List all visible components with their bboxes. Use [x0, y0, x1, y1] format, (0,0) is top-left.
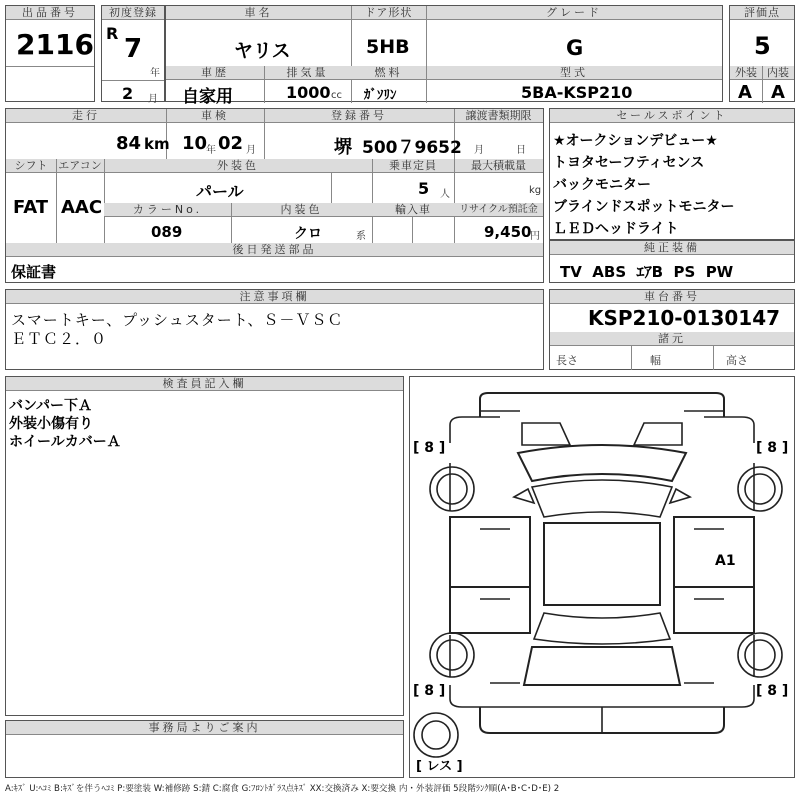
car-name: ヤリス	[234, 40, 291, 62]
capacity: 5	[418, 179, 430, 198]
insp-month: 02	[218, 133, 244, 154]
transfer-label: 譲渡書類期限	[454, 109, 543, 123]
history-label: 車歴	[166, 66, 264, 80]
specs-label: 諸元	[550, 332, 794, 346]
era: R	[106, 24, 119, 43]
recycle-label: リサイクル預託金	[454, 203, 543, 217]
wheel-rear-right	[738, 633, 782, 677]
capacity-label: 乗車定員	[372, 159, 454, 173]
mileage: 84	[116, 133, 142, 154]
lot-box	[5, 5, 95, 102]
reg-number: 500７9652	[362, 138, 462, 158]
first-reg-label: 初度登録	[102, 6, 164, 20]
sales-point-item: ＬＥＤヘッドライト	[553, 221, 679, 237]
spare-tire	[414, 713, 458, 757]
int-color-label: 内装色	[231, 203, 372, 217]
grade-label: グレード	[426, 6, 722, 20]
fuel: ｶﾞｿﾘﾝ	[364, 88, 397, 103]
import-label: 輸入車	[372, 203, 454, 217]
chassis-box: 車台番号 KSP210-0130147 諸元 長さ 幅 高さ	[549, 289, 795, 370]
wheel-rear-left	[430, 633, 474, 677]
wheel-front-right	[738, 467, 782, 511]
score: 5	[754, 32, 771, 60]
car-name-label: 車名	[166, 6, 351, 20]
ext-color: パール	[196, 182, 244, 201]
displacement: 1000	[286, 83, 331, 102]
equipment-box	[549, 240, 795, 283]
inspector-box	[5, 376, 404, 716]
exterior-label: 外装	[730, 66, 762, 80]
damage-mark: A1	[715, 553, 736, 569]
car-diagram-box	[409, 376, 795, 778]
legend: A:ｷｽﾞ U:ﾍｺﾐ B:ｷｽﾞを伴うﾍｺﾐ P:要塗装 W:補修跡 S:錆 C:腐食 G:ﾌﾛﾝﾄｶﾞﾗｽ点ｷｽﾞ XX:交換済み X:要交換 内・外装評価 5段階ﾗﾝｸ順(A･B･C･D･E) 2	[5, 784, 560, 794]
interior-grade: A	[771, 82, 785, 103]
inspector-note: ホイールカバーＡ	[9, 434, 121, 450]
first-reg-year: 7	[124, 34, 143, 64]
color-no-label: カラーNo.	[104, 203, 231, 217]
doors-label: ドア形状	[351, 6, 426, 20]
score-box	[729, 5, 795, 102]
lot-number: 2116	[16, 28, 94, 61]
notes-label: 注意事項欄	[6, 290, 543, 304]
notes-line: スマートキー、プッシュスタート、Ｓ－ＶＳＣ	[11, 311, 344, 329]
chassis-number: KSP210-0130147	[588, 306, 781, 330]
tire-rear-right: [ 8 ]	[756, 683, 789, 699]
recycle-fee: 9,450	[484, 223, 532, 241]
score-label: 評価点	[730, 6, 794, 20]
shift-label: シフト	[6, 159, 56, 173]
mileage-label: 走行	[6, 109, 166, 123]
insp-year: 10	[182, 133, 208, 154]
ac-label: エアコン	[56, 159, 104, 173]
ext-color-label: 外装色	[104, 159, 372, 173]
car-diagram	[410, 377, 794, 777]
first-reg-box: 初度登録 R 7 年 2 月	[101, 5, 165, 102]
chassis-label: 車台番号	[550, 290, 794, 304]
office-label: 事務局よりご案内	[6, 721, 403, 735]
doors: 5HB	[366, 36, 410, 58]
fuel-label: 燃料	[351, 66, 426, 80]
equipment-items: TV ABS ｴｱB PS PW	[560, 263, 734, 281]
notes-box	[5, 289, 544, 370]
vehicle-details-box: 走行 車検 登録番号 譲渡書類期限 84 km 10 年 02 月 堺 500７9652 月 日 シフト エアコン 外装色 乗車定員 最大積載量 FAT AAC パール 5 人 kg カラーNo. 内装色 輸入車 リサイクル預託金 089 クロ 系 9,450 円 後日発送部品 保証書	[5, 108, 544, 283]
sales-point-item: ブラインドスポットモニター	[553, 199, 735, 215]
sales-point-item: バックモニター	[553, 177, 651, 193]
car-info-box: 車名 ドア形状 グレード ヤリス 5HB G 車歴 排気量 燃料 型式 自家用 1000 cc ｶﾞｿﾘﾝ 5BA-KSP210	[165, 5, 723, 102]
exterior-grade: A	[738, 82, 752, 103]
later-parts: 保証書	[11, 263, 57, 281]
office-box	[5, 720, 404, 778]
inspector-note: バンパー下Ａ	[9, 398, 93, 414]
tire-front-right: [ 8 ]	[756, 440, 789, 456]
spare-tire-label: [ レス ]	[416, 759, 463, 774]
reg-area: 堺	[334, 137, 352, 158]
later-parts-label: 後日発送部品	[6, 243, 543, 257]
inspector-label: 検査員記入欄	[6, 377, 403, 391]
grade: G	[566, 36, 584, 60]
int-color: クロ	[294, 226, 322, 242]
sales-points-box	[549, 108, 795, 240]
lot-label: 出品番号	[6, 6, 94, 20]
model-label: 型式	[426, 66, 722, 80]
sales-point-item: トヨタセーフティセンス	[553, 155, 705, 171]
displacement-label: 排気量	[264, 66, 351, 80]
first-reg-month: 2	[122, 84, 134, 103]
tire-rear-left: [ 8 ]	[413, 683, 446, 699]
max-load-label: 最大積載量	[454, 159, 543, 173]
history: 自家用	[182, 87, 233, 107]
model: 5BA-KSP210	[521, 83, 633, 102]
sales-point-item: ★オークションデビュー★	[553, 133, 718, 149]
notes-line: ＥＴＣ２．０	[11, 330, 108, 348]
equipment-label: 純正装備	[550, 241, 794, 255]
reg-label: 登録番号	[264, 109, 454, 123]
inspection-label: 車検	[166, 109, 264, 123]
wheel-front-left	[430, 467, 474, 511]
sales-points-label: セールスポイント	[550, 109, 794, 123]
shift: FAT	[13, 197, 49, 218]
color-no: 089	[151, 223, 183, 241]
air-conditioner: AAC	[61, 197, 103, 218]
interior-label: 内装	[762, 66, 794, 80]
tire-front-left: [ 8 ]	[413, 440, 446, 456]
inspector-note: 外装小傷有り	[9, 416, 93, 432]
